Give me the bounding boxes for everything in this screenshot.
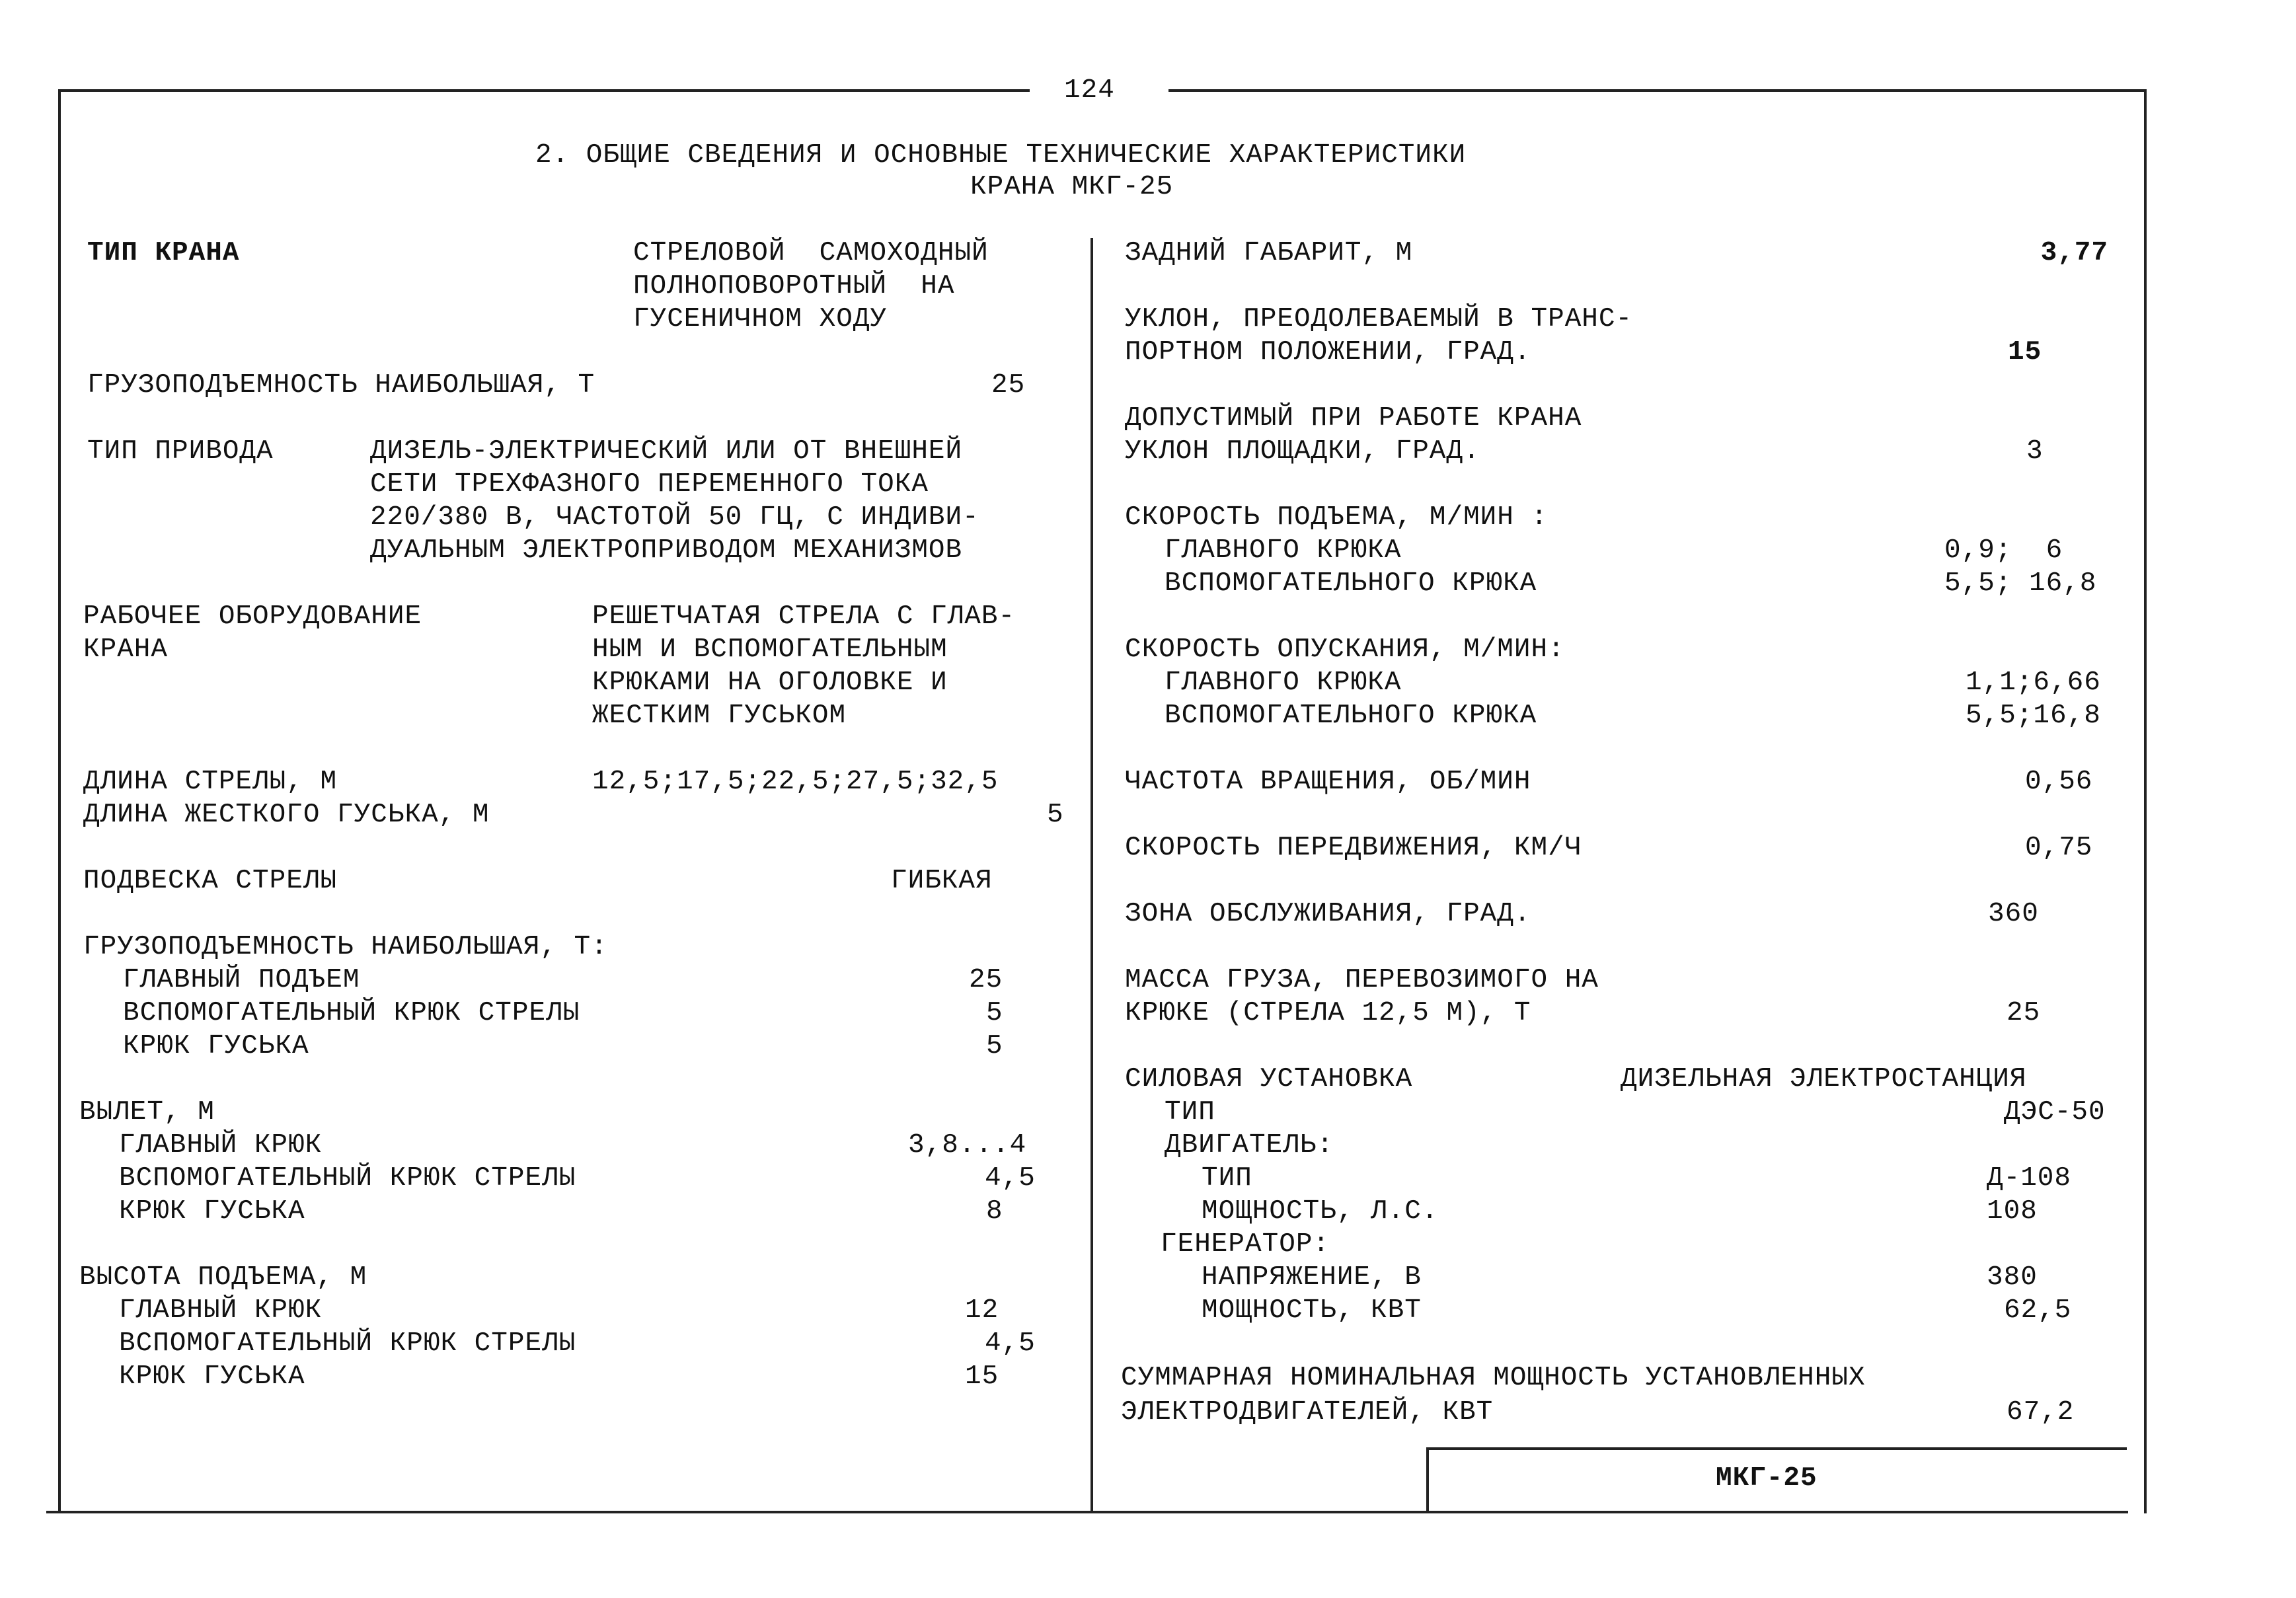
reach-row-label: ГЛАВНЫЙ КРЮК bbox=[119, 1130, 323, 1160]
drive-type-value-2: СЕТИ ТРЕХФАЗНОГО ПЕРЕМЕННОГО ТОКА bbox=[370, 469, 929, 500]
boom-suspension-label: ПОДВЕСКА СТРЕЛЫ bbox=[83, 866, 338, 896]
stamp-code: МКГ-25 bbox=[1716, 1463, 1818, 1494]
crane-type-label: ТИП КРАНА bbox=[87, 238, 240, 268]
work-slope-value: 3 bbox=[2026, 436, 2044, 467]
work-slope-label-1: ДОПУСТИМЫЙ ПРИ РАБОТЕ КРАНА bbox=[1125, 403, 1582, 434]
load-on-hook-label-2: КРЮКЕ (СТРЕЛА 12,5 М), Т bbox=[1125, 998, 1531, 1028]
frame-bottom bbox=[46, 1511, 2128, 1513]
drive-type-value-1: ДИЗЕЛЬ-ЭЛЕКТРИЧЕСКИЙ ИЛИ ОТ ВНЕШНЕЙ bbox=[370, 436, 963, 467]
power-unit-type-label: ТИП bbox=[1165, 1097, 1215, 1127]
engine-power-label: МОЩНОСТЬ, Л.С. bbox=[1202, 1196, 1439, 1227]
drive-type-value-4: ДУАЛЬНЫМ ЭЛЕКТРОПРИВОДОМ МЕХАНИЗМОВ bbox=[370, 535, 963, 566]
transport-slope-label-1: УКЛОН, ПРЕОДОЛЕВАЕМЫЙ В ТРАНС- bbox=[1125, 304, 1633, 334]
power-unit-label: СИЛОВАЯ УСТАНОВКА bbox=[1125, 1064, 1413, 1094]
travel-speed-label: СКОРОСТЬ ПЕРЕДВИЖЕНИЯ, КМ/Ч bbox=[1125, 833, 1582, 863]
height-row-label: ВСПОМОГАТЕЛЬНЫЙ КРЮК СТРЕЛЫ bbox=[119, 1328, 576, 1359]
reach-row-label: ВСПОМОГАТЕЛЬНЫЙ КРЮК СТРЕЛЫ bbox=[119, 1163, 576, 1194]
voltage-value: 380 bbox=[1987, 1262, 2038, 1293]
height-row-label: ГЛАВНЫЙ КРЮК bbox=[119, 1295, 323, 1326]
capacity-group-label: ГРУЗОПОДЪЕМНОСТЬ НАИБОЛЬШАЯ, Т: bbox=[83, 932, 608, 962]
travel-speed-value: 0,75 bbox=[2025, 833, 2093, 863]
frame-left bbox=[58, 89, 61, 1513]
engine-power-value: 108 bbox=[1987, 1196, 2038, 1227]
height-row-value: 4,5 bbox=[985, 1328, 1036, 1359]
voltage-label: НАПРЯЖЕНИЕ, В bbox=[1202, 1262, 1422, 1293]
reach-row-value: 3,8...4 bbox=[908, 1130, 1027, 1160]
equipment-label-1: РАБОЧЕЕ ОБОРУДОВАНИЕ bbox=[83, 601, 422, 632]
reach-group-label: ВЫЛЕТ, М bbox=[79, 1097, 215, 1127]
lift-speed-label: СКОРОСТЬ ПОДЪЕМА, М/МИН : bbox=[1125, 502, 1549, 533]
heading-line-2: КРАНА МКГ-25 bbox=[970, 172, 1174, 202]
equipment-value-2: НЫМ И ВСПОМОГАТЕЛЬНЫМ bbox=[592, 634, 948, 665]
power-unit-type-value: ДЭС-50 bbox=[2004, 1097, 2106, 1127]
engine-label: ДВИГАТЕЛЬ: bbox=[1165, 1130, 1334, 1160]
crane-type-value-3: ГУСЕНИЧНОМ ХОДУ bbox=[633, 304, 888, 334]
lift-speed-row-value: 0,9; 6 bbox=[1944, 535, 2063, 566]
capacity-row-label: ВСПОМОГАТЕЛЬНЫЙ КРЮК СТРЕЛЫ bbox=[123, 998, 580, 1028]
capacity-row-value: 25 bbox=[969, 965, 1003, 995]
lift-speed-row-label: ВСПОМОГАТЕЛЬНОГО КРЮКА bbox=[1165, 568, 1537, 599]
lower-speed-label: СКОРОСТЬ ОПУСКАНИЯ, М/МИН: bbox=[1125, 634, 1565, 665]
drive-type-value-3: 220/380 В, ЧАСТОТОЙ 50 ГЦ, С ИНДИВИ- bbox=[370, 502, 979, 533]
heading-line-1: 2. ОБЩИЕ СВЕДЕНИЯ И ОСНОВНЫЕ ТЕХНИЧЕСКИЕ ХАРАКТЕРИСТИКИ bbox=[535, 140, 1467, 171]
reach-row-value: 8 bbox=[986, 1196, 1003, 1227]
height-row-value: 12 bbox=[965, 1295, 999, 1326]
reach-row-value: 4,5 bbox=[985, 1163, 1036, 1194]
crane-type-value-2: ПОЛНОПОВОРОТНЫЙ НА bbox=[633, 271, 955, 301]
height-row-label: КРЮК ГУСЬКА bbox=[119, 1361, 305, 1392]
capacity-row-value: 5 bbox=[986, 1031, 1003, 1061]
engine-type-value: Д-108 bbox=[1987, 1163, 2072, 1194]
capacity-row-label: ГЛАВНЫЙ ПОДЪЕМ bbox=[123, 965, 360, 995]
gen-power-value: 62,5 bbox=[2004, 1295, 2072, 1326]
generator-label: ГЕНЕРАТОР: bbox=[1161, 1229, 1330, 1260]
equipment-value-4: ЖЕСТКИМ ГУСЬКОМ bbox=[592, 701, 847, 731]
equipment-value-1: РЕШЕТЧАТАЯ СТРЕЛА С ГЛАВ- bbox=[592, 601, 1016, 632]
max-capacity-value: 25 bbox=[991, 370, 1026, 400]
lower-speed-row-value: 1,1;6,66 bbox=[1966, 667, 2101, 698]
reach-row-label: КРЮК ГУСЬКА bbox=[119, 1196, 305, 1227]
frame-top-right bbox=[1168, 89, 2147, 92]
lift-speed-row-value: 5,5; 16,8 bbox=[1944, 568, 2097, 599]
capacity-row-label: КРЮК ГУСЬКА bbox=[123, 1031, 309, 1061]
equipment-value-3: КРЮКАМИ НА ОГОЛОВКЕ И bbox=[592, 667, 948, 698]
work-slope-label-2: УКЛОН ПЛОЩАДКИ, ГРАД. bbox=[1125, 436, 1480, 467]
boom-suspension-value: ГИБКАЯ bbox=[891, 866, 993, 896]
stamp-left bbox=[1426, 1447, 1429, 1513]
height-row-value: 15 bbox=[965, 1361, 999, 1392]
gen-power-label: МОЩНОСТЬ, КВТ bbox=[1202, 1295, 1422, 1326]
service-zone-label: ЗОНА ОБСЛУЖИВАНИЯ, ГРАД. bbox=[1125, 899, 1531, 929]
transport-slope-value: 15 bbox=[2008, 337, 2042, 367]
boom-length-value: 12,5;17,5;22,5;27,5;32,5 bbox=[592, 767, 999, 797]
page-number: 124 bbox=[1064, 75, 1115, 106]
frame-top-left bbox=[58, 89, 1030, 92]
rotation-value: 0,56 bbox=[2025, 767, 2093, 797]
stamp-top bbox=[1426, 1447, 2127, 1450]
crane-type-value-1: СТРЕЛОВОЙ САМОХОДНЫЙ bbox=[633, 238, 989, 268]
total-power-label-2: ЭЛЕКТРОДВИГАТЕЛЕЙ, КВТ bbox=[1121, 1397, 1494, 1427]
frame-right bbox=[2144, 89, 2147, 1513]
equipment-label-2: КРАНА bbox=[83, 634, 169, 665]
jib-length-label: ДЛИНА ЖЕСТКОГО ГУСЬКА, М bbox=[83, 800, 490, 830]
capacity-row-value: 5 bbox=[986, 998, 1003, 1028]
service-zone-value: 360 bbox=[1988, 899, 2039, 929]
load-on-hook-label-1: МАССА ГРУЗА, ПЕРЕВОЗИМОГО НА bbox=[1125, 965, 1599, 995]
drive-type-label: ТИП ПРИВОДА bbox=[87, 436, 274, 467]
total-power-label-1: СУММАРНАЯ НОМИНАЛЬНАЯ МОЩНОСТЬ УСТАНОВЛЕННЫХ bbox=[1121, 1363, 1866, 1393]
rear-clearance-value: 3,77 bbox=[2040, 238, 2108, 268]
column-divider bbox=[1091, 238, 1093, 1513]
power-unit-value: ДИЗЕЛЬНАЯ ЭЛЕКТРОСТАНЦИЯ bbox=[1621, 1064, 2027, 1094]
boom-length-label: ДЛИНА СТРЕЛЫ, М bbox=[83, 767, 338, 797]
height-group-label: ВЫСОТА ПОДЪЕМА, М bbox=[79, 1262, 367, 1293]
lower-speed-row-value: 5,5;16,8 bbox=[1966, 701, 2101, 731]
total-power-value: 67,2 bbox=[2007, 1397, 2075, 1427]
load-on-hook-value: 25 bbox=[2007, 998, 2041, 1028]
lift-speed-row-label: ГЛАВНОГО КРЮКА bbox=[1165, 535, 1402, 566]
jib-length-value: 5 bbox=[1047, 800, 1064, 830]
rear-clearance-label: ЗАДНИЙ ГАБАРИТ, М bbox=[1125, 238, 1413, 268]
rotation-label: ЧАСТОТА ВРАЩЕНИЯ, ОБ/МИН bbox=[1125, 767, 1531, 797]
lower-speed-row-label: ВСПОМОГАТЕЛЬНОГО КРЮКА bbox=[1165, 701, 1537, 731]
max-capacity-label: ГРУЗОПОДЪЕМНОСТЬ НАИБОЛЬШАЯ, Т bbox=[87, 370, 595, 400]
lower-speed-row-label: ГЛАВНОГО КРЮКА bbox=[1165, 667, 1402, 698]
engine-type-label: ТИП bbox=[1202, 1163, 1252, 1194]
transport-slope-label-2: ПОРТНОМ ПОЛОЖЕНИИ, ГРАД. bbox=[1125, 337, 1531, 367]
